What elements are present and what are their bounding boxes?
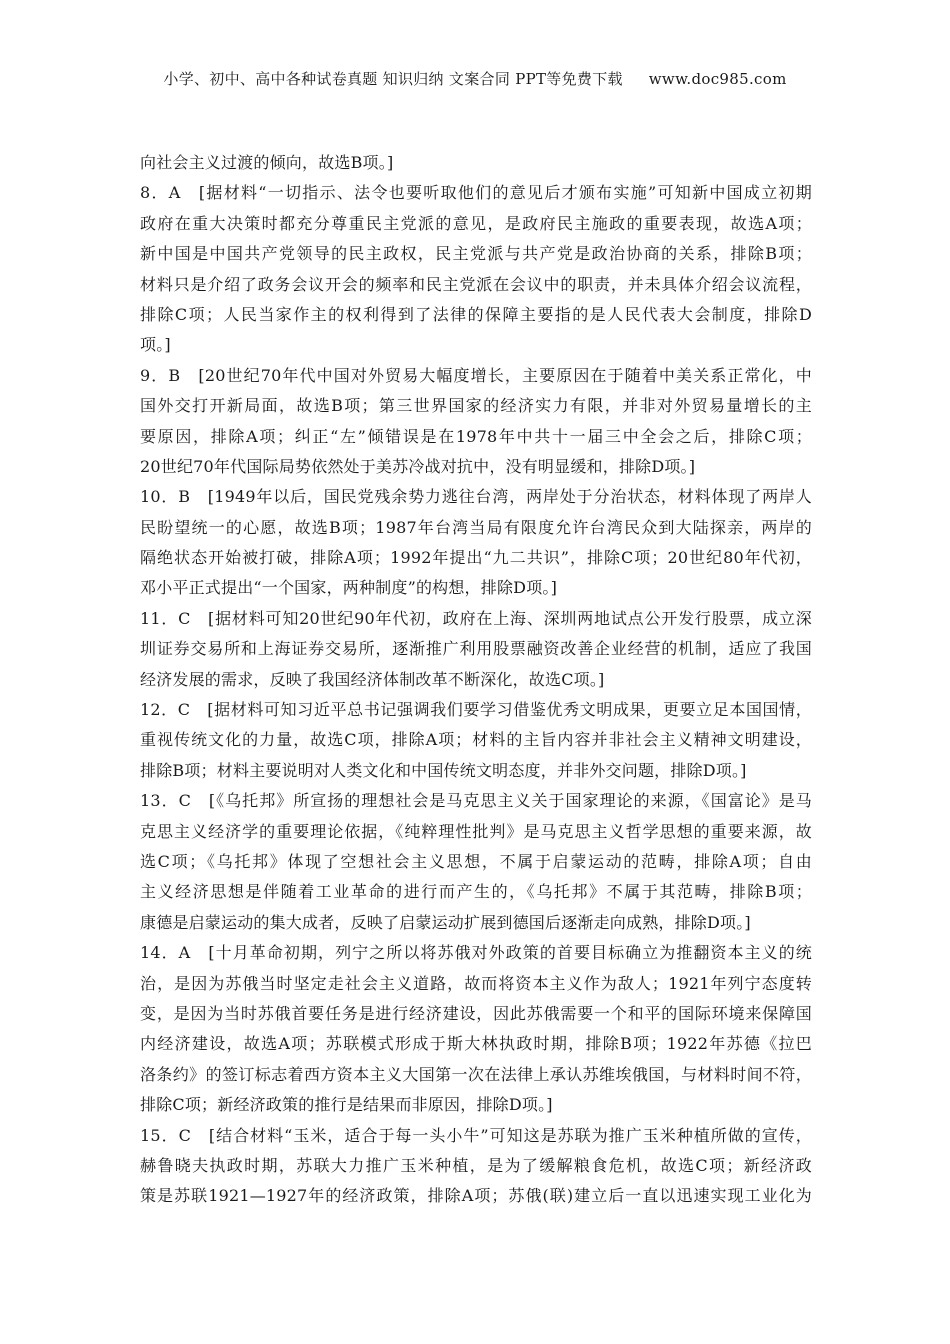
text-line: 排除C项；人民当家作主的权利得到了法律的保障主要指的是人民代表大会制度，排除D	[140, 304, 812, 324]
text-line: 9．B [20世纪70年代中国对外贸易大幅度增长，主要原因在于随着中美关系正常化，中	[140, 365, 812, 385]
text-line: 12．C [据材料可知习近平总书记强调我们要学习借鉴优秀文明成果，更要立足本国国情，	[140, 700, 812, 720]
text-line: 向社会主义过渡的倾向，故选B项。]	[140, 153, 394, 172]
header-website: www.doc985.com	[648, 70, 787, 88]
text-line: 选C项；《乌托邦》体现了空想社会主义思想，不属于启蒙运动的范畴，排除A项；自由	[140, 851, 812, 871]
text-line: 8．A [据材料“一切指示、法令也要听取他们的意见后才颁布实施”可知新中国成立初期	[140, 183, 812, 203]
text-line: 赫鲁晓夫执政时期，苏联大力推广玉米种植，是为了缓解粮食危机，故选C项；新经济政	[140, 1155, 812, 1175]
text-line: 康德是启蒙运动的集大成者，反映了启蒙运动扩展到德国后逐渐走向成熟，排除D项。]	[140, 912, 751, 932]
text-line: 新中国是中国共产党领导的民主政权，民主党派与共产党是政治协商的关系，排除B项；	[140, 244, 812, 264]
text-line: 变，是因为当时苏俄首要任务是进行经济建设，因此苏俄需要一个和平的国际环境来保障国	[140, 1003, 812, 1023]
text-line: 20世纪70年代国际局势依然处于美苏冷战对抗中，没有明显缓和，排除D项。]	[140, 456, 696, 476]
text-line: 内经济建设，故选A项；苏联模式形成于斯大林执政时期，排除B项；1922年苏德《拉巴	[140, 1034, 812, 1054]
text-line: 排除B项；材料主要说明对人类文化和中国传统文明态度，并非外交问题，排除D项。]	[140, 760, 747, 780]
text-line: 要原因，排除A项；纠正“左”倾错误是在1978年中共十一届三中全会之后，排除C项；	[140, 426, 812, 446]
text-line: 治，是因为苏俄当时坚定走社会主义道路，故而将资本主义作为敌人；1921年列宁态度转	[140, 973, 812, 993]
text-line: 14．A [十月革命初期，列宁之所以将苏俄对外政策的首要目标确立为推翻资本主义的统	[140, 943, 812, 963]
text-line: 15．C [结合材料“玉米，适合于每一头小牛”可知这是苏联为推广玉米种植所做的宣传，	[140, 1125, 812, 1145]
header-left-text: 小学、初中、高中各种试卷真题 知识归纳 文案合同 PPT等免费下载	[163, 70, 623, 88]
text-line: 邓小平正式提出“一个国家，两种制度”的构想，排除D项。]	[140, 578, 558, 598]
text-line: 圳证券交易所和上海证券交易所，逐渐推广利用股票融资改善企业经营的机制，适应了我国	[140, 639, 812, 659]
text-line: 民盼望统一的心愿，故选B项；1987年台湾当局有限度允许台湾民众到大陆探亲，两岸的	[140, 517, 812, 537]
text-line: 材料只是介绍了政务会议开会的频率和民主党派在会议中的职责，并未具体介绍会议流程，	[140, 274, 812, 294]
text-line: 13．C [《乌托邦》所宣扬的理想社会是马克思主义关于国家理论的来源，《国富论》是马	[140, 791, 812, 811]
text-line: 国外交打开新局面，故选B项；第三世界国家的经济实力有限，并非对外贸易量增长的主	[140, 396, 812, 416]
text-line: 政府在重大决策时都充分尊重民主党派的意见，是政府民主施政的重要表现，故选A项；	[140, 213, 812, 233]
text-line: 10．B [1949年以后，国民党残余势力逃往台湾，两岸处于分治状态，材料体现了两岸人	[140, 487, 812, 507]
page-header	[0, 68, 950, 89]
answer-text-body	[140, 148, 812, 1212]
text-line: 主义经济思想是伴随着工业革命的进行而产生的，《乌托邦》不属于其范畴，排除B项；	[140, 882, 812, 902]
text-line: 经济发展的需求，反映了我国经济体制改革不断深化，故选C项。]	[140, 669, 605, 689]
text-line: 11．C [据材料可知20世纪90年代初，政府在上海、深圳两地试点公开发行股票，成立深	[140, 608, 812, 628]
text-line: 项。]	[140, 335, 171, 355]
text-line: 策是苏联1921—1927年的经济政策，排除A项；苏俄(联)建立后一直以迅速实现工业化为	[140, 1186, 812, 1206]
text-line: 排除C项；新经济政策的推行是结果而非原因，排除D项。]	[140, 1095, 553, 1115]
text-line: 洛条约》的签订标志着西方资本主义大国第一次在法律上承认苏维埃俄国，与材料时间不符，	[140, 1064, 812, 1084]
text-line: 隔绝状态开始被打破，排除A项；1992年提出“九二共识”，排除C项；20世纪80年代初，	[140, 548, 812, 568]
text-line: 重视传统文化的力量，故选C项，排除A项；材料的主旨内容并非社会主义精神文明建设，	[140, 730, 812, 750]
text-line: 克思主义经济学的重要理论依据，《纯粹理性批判》是马克思主义哲学思想的重要来源，故	[140, 821, 812, 841]
